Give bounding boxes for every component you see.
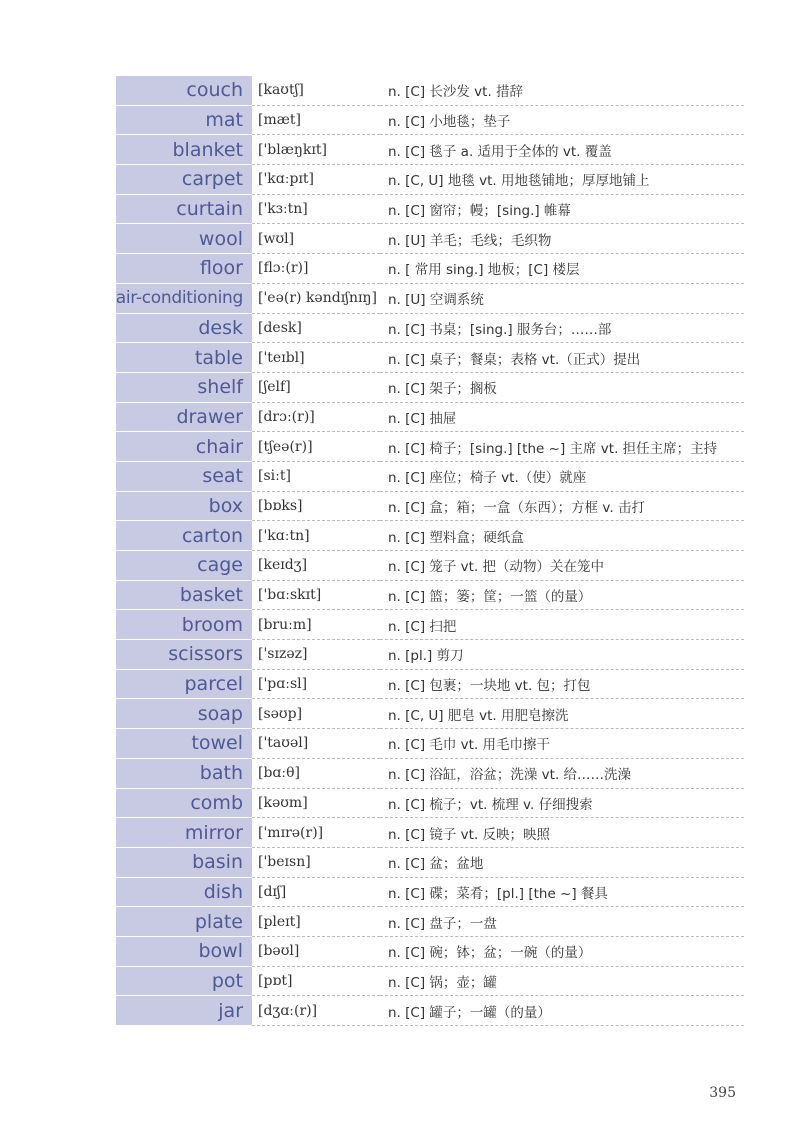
- vocab-pronunciation: [dʒɑː(r)]: [252, 996, 380, 1026]
- vocab-row: [116, 106, 744, 136]
- vocab-pronunciation: [bruːm]: [252, 610, 380, 640]
- vocab-word: air-conditioning: [116, 284, 252, 314]
- vocab-pronunciation: ['blæŋkɪt]: [252, 135, 380, 165]
- vocab-definition: n. [C] 毛巾 vt. 用毛巾擦干: [380, 729, 744, 759]
- vocab-pronunciation: [tʃeə(r)]: [252, 432, 380, 462]
- vocab-word: table: [116, 343, 252, 373]
- vocab-definition: n. [C] 塑料盒；硬纸盒: [380, 521, 744, 551]
- vocab-pronunciation: ['kɑːtn]: [252, 521, 380, 551]
- vocab-row: [116, 254, 744, 284]
- vocab-definition: n. [C] 罐子；一罐（的量）: [380, 996, 744, 1026]
- vocab-definition: n. [C] 浴缸，浴盆；洗澡 vt. 给……洗澡: [380, 759, 744, 789]
- vocab-word: dish: [116, 878, 252, 908]
- vocab-row: [116, 610, 744, 640]
- vocab-definition: n. [C] 桌子；餐桌；表格 vt.（正式）提出: [380, 343, 744, 373]
- vocab-row: [116, 996, 744, 1026]
- vocab-word: jar: [116, 996, 252, 1026]
- vocab-definition: n. [C] 窗帘；幔；[sing.] 帷幕: [380, 195, 744, 225]
- vocab-word: plate: [116, 907, 252, 937]
- vocab-row: [116, 314, 744, 344]
- vocab-word: desk: [116, 314, 252, 344]
- vocab-definition: n. [C, U] 肥皂 vt. 用肥皂擦洗: [380, 699, 744, 729]
- vocab-pronunciation: [dɪʃ]: [252, 878, 380, 908]
- vocab-word: basin: [116, 848, 252, 878]
- vocab-word: curtain: [116, 195, 252, 225]
- vocab-row: [116, 551, 744, 581]
- vocab-definition: n. [C] 毯子 a. 适用于全体的 vt. 覆盖: [380, 135, 744, 165]
- vocab-definition: n. [C] 座位；椅子 vt.（使）就座: [380, 462, 744, 492]
- vocab-word: soap: [116, 699, 252, 729]
- vocab-word: cage: [116, 551, 252, 581]
- vocab-pronunciation: [wʊl]: [252, 224, 380, 254]
- vocab-pronunciation: [keɪdʒ]: [252, 551, 380, 581]
- vocab-definition: n. [C] 长沙发 vt. 措辞: [380, 76, 744, 106]
- vocab-definition: n. [C] 扫把: [380, 610, 744, 640]
- vocab-word: couch: [116, 76, 252, 106]
- vocab-row: [116, 76, 744, 106]
- vocab-definition: n. [C] 架子；搁板: [380, 373, 744, 403]
- vocab-word: bowl: [116, 937, 252, 967]
- vocab-word: seat: [116, 462, 252, 492]
- vocab-definition: n. [U] 羊毛；毛线；毛织物: [380, 224, 744, 254]
- vocab-pronunciation: ['sɪzəz]: [252, 640, 380, 670]
- vocab-pronunciation: ['kɜːtn]: [252, 195, 380, 225]
- vocab-row: [116, 343, 744, 373]
- vocab-definition: n. [C] 书桌；[sing.] 服务台；……部: [380, 314, 744, 344]
- vocab-definition: n. [C] 抽屉: [380, 403, 744, 433]
- vocab-word: pot: [116, 967, 252, 997]
- vocab-word: carpet: [116, 165, 252, 195]
- vocab-definition: n. [C] 盆；盆地: [380, 848, 744, 878]
- vocab-definition: n. [C] 盘子；一盘: [380, 907, 744, 937]
- vocab-definition: n. [C] 碗；钵；盆；一碗（的量）: [380, 937, 744, 967]
- vocab-pronunciation: [bəʊl]: [252, 937, 380, 967]
- vocab-row: [116, 848, 744, 878]
- vocab-pronunciation: [siːt]: [252, 462, 380, 492]
- vocab-word: bath: [116, 759, 252, 789]
- vocab-row: [116, 789, 744, 819]
- vocab-row: [116, 403, 744, 433]
- vocab-pronunciation: ['taʊəl]: [252, 729, 380, 759]
- vocab-row: [116, 967, 744, 997]
- vocab-pronunciation: ['pɑːsl]: [252, 670, 380, 700]
- vocab-definition: n. [C] 笼子 vt. 把（动物）关在笼中: [380, 551, 744, 581]
- vocab-definition: n. [C] 篮；篓；筐；一篮（的量）: [380, 581, 744, 611]
- vocab-pronunciation: [kəʊm]: [252, 789, 380, 819]
- vocab-pronunciation: ['kɑːpɪt]: [252, 165, 380, 195]
- vocab-word: floor: [116, 254, 252, 284]
- vocab-word: mirror: [116, 818, 252, 848]
- vocab-word: basket: [116, 581, 252, 611]
- vocab-word: broom: [116, 610, 252, 640]
- vocab-row: [116, 135, 744, 165]
- vocab-row: [116, 195, 744, 225]
- vocab-pronunciation: ['bɑːskɪt]: [252, 581, 380, 611]
- vocab-row: [116, 759, 744, 789]
- vocab-definition: n. [C] 小地毯；垫子: [380, 106, 744, 136]
- vocab-row: [116, 521, 744, 551]
- vocab-row: [116, 492, 744, 522]
- vocab-definition: n. [ 常用 sing.] 地板；[C] 楼层: [380, 254, 744, 284]
- vocab-word: box: [116, 492, 252, 522]
- vocab-row: [116, 907, 744, 937]
- vocab-word: carton: [116, 521, 252, 551]
- vocab-word: mat: [116, 106, 252, 136]
- vocab-pronunciation: ['teɪbl]: [252, 343, 380, 373]
- vocab-row: [116, 581, 744, 611]
- vocab-word: drawer: [116, 403, 252, 433]
- page-number: 395: [709, 1085, 736, 1101]
- vocab-pronunciation: [pɒt]: [252, 967, 380, 997]
- vocab-pronunciation: ['beɪsn]: [252, 848, 380, 878]
- vocab-word: shelf: [116, 373, 252, 403]
- vocab-definition: n. [C] 镜子 vt. 反映；映照: [380, 818, 744, 848]
- vocab-row: [116, 432, 744, 462]
- vocab-row: [116, 284, 744, 314]
- vocab-pronunciation: [mæt]: [252, 106, 380, 136]
- vocab-definition: n. [C] 包裹；一块地 vt. 包；打包: [380, 670, 744, 700]
- vocab-pronunciation: [bɒks]: [252, 492, 380, 522]
- vocab-word: scissors: [116, 640, 252, 670]
- vocab-pronunciation: [drɔː(r)]: [252, 403, 380, 433]
- vocab-row: [116, 462, 744, 492]
- vocab-word: parcel: [116, 670, 252, 700]
- vocab-definition: n. [U] 空调系统: [380, 284, 744, 314]
- vocab-pronunciation: [bɑːθ]: [252, 759, 380, 789]
- vocab-row: [116, 937, 744, 967]
- vocab-word: chair: [116, 432, 252, 462]
- vocab-pronunciation: ['mɪrə(r)]: [252, 818, 380, 848]
- vocab-word: comb: [116, 789, 252, 819]
- vocab-pronunciation: [kaʊtʃ]: [252, 76, 380, 106]
- vocab-row: [116, 818, 744, 848]
- vocab-row: [116, 729, 744, 759]
- vocab-definition: n. [C] 梳子；vt. 梳理 v. 仔细搜索: [380, 789, 744, 819]
- vocab-row: [116, 373, 744, 403]
- vocab-definition: n. [C, U] 地毯 vt. 用地毯铺地；厚厚地铺上: [380, 165, 744, 195]
- vocab-row: [116, 165, 744, 195]
- vocab-definition: n. [C] 碟；菜肴；[pl.] [the ~] 餐具: [380, 878, 744, 908]
- vocab-definition: n. [C] 盒；箱；一盒（东西）；方框 v. 击打: [380, 492, 744, 522]
- vocab-row: [116, 640, 744, 670]
- vocab-row: [116, 224, 744, 254]
- vocabulary-table: [116, 76, 744, 1026]
- vocab-word: blanket: [116, 135, 252, 165]
- vocab-pronunciation: [desk]: [252, 314, 380, 344]
- vocab-row: [116, 699, 744, 729]
- vocab-definition: n. [C] 锅；壶；罐: [380, 967, 744, 997]
- vocab-pronunciation: [pleɪt]: [252, 907, 380, 937]
- vocab-pronunciation: ['eə(r) kəndɪʃnɪŋ]: [252, 284, 380, 314]
- vocab-pronunciation: [ʃelf]: [252, 373, 380, 403]
- vocab-word: towel: [116, 729, 252, 759]
- vocab-definition: n. [pl.] 剪刀: [380, 640, 744, 670]
- vocab-pronunciation: [flɔː(r)]: [252, 254, 380, 284]
- vocab-definition: n. [C] 椅子；[sing.] [the ~] 主席 vt. 担任主席；主持: [380, 432, 744, 462]
- vocab-word: wool: [116, 224, 252, 254]
- vocab-pronunciation: [səʊp]: [252, 699, 380, 729]
- vocab-row: [116, 670, 744, 700]
- vocab-row: [116, 878, 744, 908]
